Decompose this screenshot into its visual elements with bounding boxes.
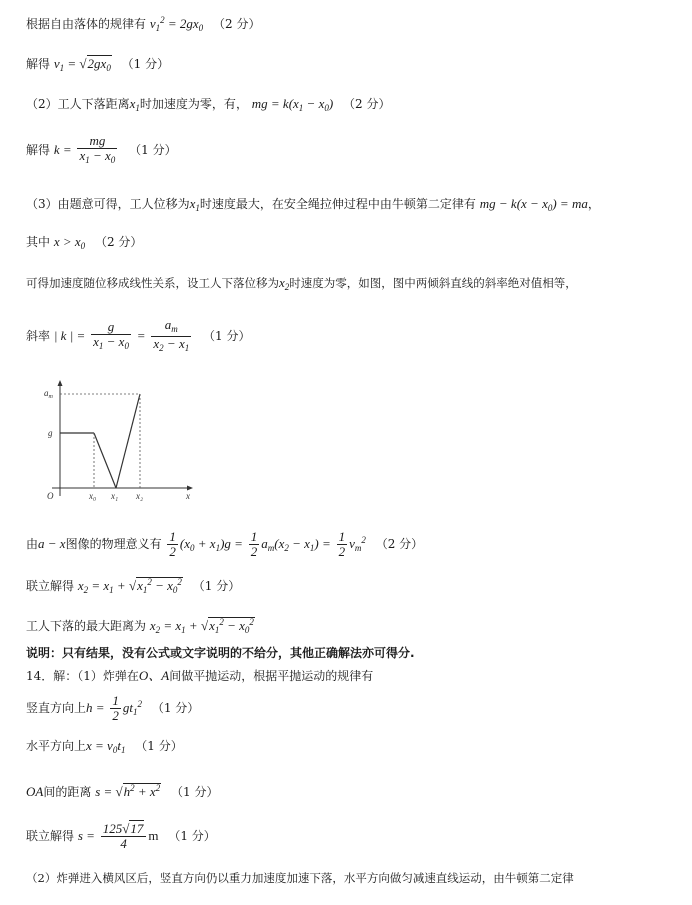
text-line-18 (26, 870, 574, 886)
y-axis-arrow (58, 380, 63, 386)
line-5-text2: 时速度最大，在安全绳拉伸过程中由牛顿第二定律有 (199, 197, 476, 211)
line-2-text: 解得 (26, 57, 51, 71)
score-17: （1 分） (168, 829, 216, 843)
line-17-text: 联立解得 (26, 829, 75, 843)
line-10-text: 联立解得 (26, 579, 75, 593)
line-1-text: 根据自由落体的规律有 (26, 17, 147, 31)
text-line-10: 联立解得 $x_2 = x_1 + √x_1^2 - x_0^2$ （1 分） (26, 577, 241, 595)
score-9: （2 分） (375, 537, 424, 551)
score-16: （1 分） (171, 785, 219, 799)
line-5-text: （3）由题意可得，工人位移为 (26, 197, 190, 211)
line-3-text2: 时加速度为零，有 (139, 97, 236, 111)
score-3: （2 分） (343, 97, 391, 111)
line-9-text: 由 (26, 537, 39, 551)
text-line-5: （3）由题意可得，工人位移为$x_1$时速度最大，在安全绳拉伸过程中由牛顿第二定律有 mg − $k(x - x_0)$ = ma， (26, 196, 600, 213)
score-8: （1 分） (203, 329, 251, 343)
line-15-text: 水平方向上 (26, 739, 87, 753)
text-line-2: 解得 $v_1 = √2gx_0$ （1 分） (26, 56, 170, 73)
x2-label: x₂ (136, 491, 144, 501)
score-6: （2 分） (94, 235, 143, 249)
x0-label: x₀ (89, 491, 97, 501)
score-1: （2 分） (213, 17, 261, 31)
text-line-3: （2）工人下落距离$x_1$时加速度为零，有， mg = $k(x_1 - x_0)$ （2 分） (26, 96, 391, 113)
line-9-text2: 图像的物理意义有 (65, 537, 162, 551)
score-10: （1 分） (192, 579, 241, 593)
falling-line (94, 433, 116, 488)
text-line-15: 水平方向上$x = v_0t_1$ （1 分） (26, 738, 183, 755)
line-8-text: 斜率 (26, 329, 51, 343)
origin-label: O (47, 491, 54, 501)
text-line-7: 可得加速度随位移成线性关系，设工人下落位移为$x_2$时速度为零，如图，图中两倾斜直线的斜率绝对值相等， (26, 275, 577, 292)
line-14-text: 竖直方向上 (26, 701, 87, 715)
score-4: （1 分） (129, 143, 177, 157)
text-line-4: 解得 k = $\frac{mg}{x_1 - x_0}$ （1 分） (26, 133, 177, 165)
x1-label: x₁ (111, 491, 119, 501)
text-line-17: 联立解得 s = $\frac{125√17}{4}$ m （1 分） (26, 821, 216, 851)
text-line-1: 根据自由落体的规律有 $v_1^2 = 2gx_0$ （2 分） (26, 15, 261, 33)
text-line-12 (26, 645, 415, 661)
rising-line (116, 394, 140, 488)
line-16-text: 间的距离 (43, 785, 92, 799)
line-11-text: 工人下落的最大距离为 (26, 619, 147, 633)
x-axis-arrow (187, 486, 193, 491)
text-line-8: 斜率 | k | = $\frac{g}{x_1 - x_0}$ = $\frac{a_m}{x_2 - x_1}$ （1 分） (26, 317, 251, 353)
line-6-text: 其中 (26, 235, 51, 249)
line-7-text: 可得加速度随位移成线性关系，设工人下落位移为 (26, 276, 279, 290)
am-label: $a_m$ (44, 388, 53, 400)
score-2: （1 分） (121, 57, 170, 71)
text-line-13: 14．解：（1）炸弹在O、A间做平抛运动，根据平抛运动的规律有 (26, 668, 374, 683)
line-13-text2: 间做平抛运动，根据平抛运动的规律有 (169, 669, 374, 683)
text-line-6: 其中 $x > x_0$ （2 分） (26, 234, 143, 251)
text-line-9: 由a − x图像的物理意义有 $\frac{1}{2}$ $(x_0 + x_1)g$ = $\frac{1}{2}$ $a_m(x_2 - x_1)$ = $\frac{1}{2}$ $v_m^2$ （2 分） (26, 529, 424, 559)
score-14: （1 分） (151, 701, 200, 715)
g-label: g (48, 428, 53, 438)
line-13-text: 14．解：（1）炸弹在 (26, 669, 139, 683)
x-label: x (186, 491, 190, 501)
text-line-16: OA间的距离 $s = √h^2 + x^2$ （1 分） (26, 783, 219, 799)
line-4-text: 解得 (26, 143, 51, 157)
line-7-text2: 时速度为零，如图，图中两倾斜直线的斜率绝对值相等， (289, 276, 577, 290)
a-x-graph (30, 378, 200, 504)
line-12-text: 说明：只有结果，没有公式或文字说明的不给分，其他正确解法亦可得分. (26, 646, 415, 660)
line-18-text: （2）炸弹进入横风区后，竖直方向仍以重力加速度加速下落，水平方向做匀减速直线运动，由牛顿第二定律 (26, 871, 574, 885)
text-line-14: 竖直方向上h = $\frac{1}{2}$ $gt_1^2$ （1 分） (26, 693, 200, 723)
line-3-text: （2）工人下落距离 (26, 97, 130, 111)
score-15: （1 分） (135, 739, 183, 753)
text-line-11: 工人下落的最大距离为 $x_2 = x_1 + √x_1^2 - x_0^2$ (26, 617, 254, 635)
